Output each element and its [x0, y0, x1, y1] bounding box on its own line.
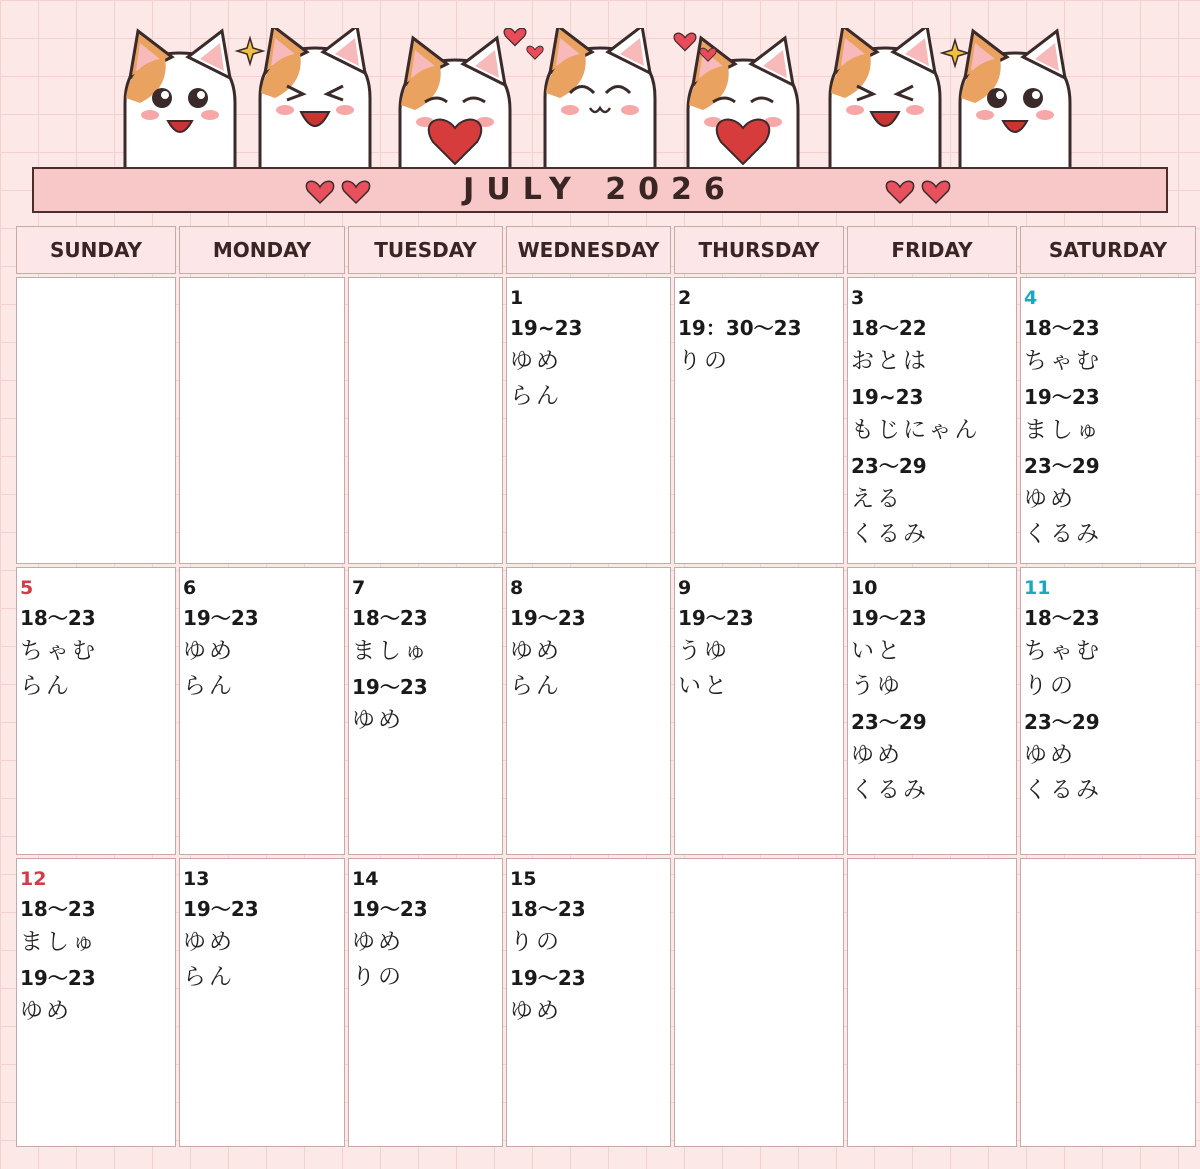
member-name: らん — [183, 964, 235, 990]
sparkle-icon — [942, 40, 968, 66]
sparkle-icon — [237, 38, 263, 64]
day-cell[interactable] — [506, 858, 671, 1147]
time-range: 19〜23 — [510, 966, 586, 990]
day-number: 4 — [1024, 287, 1038, 309]
member-name: くるみ — [851, 521, 929, 547]
time-range: 19〜23 — [352, 675, 428, 699]
member-name: もじにゃん — [851, 417, 981, 443]
schedule-slot — [510, 602, 667, 704]
member-name: ましゅ — [352, 638, 430, 664]
member-name: ゆめ — [352, 929, 404, 955]
cat-icon — [400, 38, 510, 168]
day-number: 11 — [1024, 577, 1051, 599]
member-name: ゆめ — [851, 742, 903, 768]
day-number: 8 — [510, 577, 524, 599]
member-name: くるみ — [1024, 777, 1102, 803]
member-name: らん — [183, 673, 235, 699]
schedule-slot — [851, 602, 1013, 704]
member-name: ましゅ — [1024, 417, 1102, 443]
time-range: 23〜29 — [851, 710, 927, 734]
day-cell[interactable] — [179, 277, 345, 564]
member-name: ゆめ — [510, 348, 562, 374]
cat-icon — [960, 31, 1070, 168]
time-range: 18〜23 — [1024, 606, 1100, 630]
member-name: おとは — [851, 348, 929, 374]
calendar-grid — [16, 226, 1182, 1142]
time-range: 19~23 — [510, 316, 583, 340]
member-name: ゆめ — [1024, 486, 1076, 512]
day-number: 5 — [20, 577, 34, 599]
cat-icon — [545, 28, 655, 168]
day-number: 10 — [851, 577, 878, 599]
cat-icon — [260, 28, 370, 168]
time-range: 19〜23 — [183, 897, 259, 921]
schedule-slot — [851, 312, 1013, 379]
schedule-slot — [510, 962, 667, 1029]
time-range: 19〜23 — [510, 606, 586, 630]
schedule-slot — [1024, 602, 1192, 704]
member-name: ゆめ — [510, 638, 562, 664]
day-cell[interactable] — [506, 567, 671, 855]
time-range: 23〜29 — [1024, 454, 1100, 478]
member-name: りの — [352, 964, 404, 990]
weekday-header: TUESDAY — [348, 226, 503, 274]
member-name: くるみ — [851, 777, 929, 803]
cat-icon — [830, 28, 940, 168]
member-name: ゆめ — [510, 998, 562, 1024]
day-cell[interactable] — [847, 277, 1017, 564]
day-cell[interactable] — [674, 567, 844, 855]
schedule-slot — [1024, 381, 1192, 448]
time-range: 19：30〜23 — [678, 316, 802, 340]
schedule-slot — [510, 893, 667, 960]
member-name: うゆ — [678, 638, 730, 664]
member-name: りの — [678, 348, 730, 374]
cat-icon — [125, 31, 235, 168]
day-cell[interactable] — [674, 277, 844, 564]
day-cell[interactable] — [506, 277, 671, 564]
member-name: くるみ — [1024, 521, 1102, 547]
weekday-header: SUNDAY — [16, 226, 176, 274]
time-range: 18〜23 — [510, 897, 586, 921]
member-name: ましゅ — [20, 929, 98, 955]
member-name: える — [851, 486, 903, 512]
day-number: 12 — [20, 868, 47, 890]
day-cell[interactable] — [16, 277, 176, 564]
time-range: 19〜23 — [20, 966, 96, 990]
member-name: らん — [510, 383, 562, 409]
member-name: いと — [678, 673, 730, 699]
member-name: ゆめ — [1024, 742, 1076, 768]
member-name: ゆめ — [183, 638, 235, 664]
member-name: らん — [510, 673, 562, 699]
day-cell[interactable] — [348, 858, 503, 1147]
weekday-header: THURSDAY — [674, 226, 844, 274]
weekday-header: MONDAY — [179, 226, 345, 274]
time-range: 18〜23 — [1024, 316, 1100, 340]
heart-icon — [674, 33, 696, 50]
schedule-slot — [1024, 312, 1192, 379]
time-range: 18〜22 — [851, 316, 927, 340]
day-cell[interactable] — [16, 567, 176, 855]
day-cell[interactable] — [847, 858, 1017, 1147]
schedule-slot — [20, 602, 172, 704]
schedule-slot — [20, 962, 172, 1029]
member-name: ゆめ — [20, 998, 72, 1024]
schedule-slot — [678, 312, 840, 379]
day-number: 6 — [183, 577, 197, 599]
schedule-slot — [678, 602, 840, 704]
time-range: 19〜23 — [352, 897, 428, 921]
day-number: 15 — [510, 868, 537, 890]
time-range: 23〜29 — [1024, 710, 1100, 734]
schedule-slot — [352, 602, 499, 669]
heart-icon — [527, 46, 543, 59]
member-name: ちゃむ — [20, 638, 98, 664]
schedule-slot — [183, 602, 341, 704]
member-name: ゆめ — [352, 707, 404, 733]
time-range: 18〜23 — [352, 606, 428, 630]
time-range: 19〜23 — [851, 606, 927, 630]
day-number: 14 — [352, 868, 379, 890]
time-range: 18〜23 — [20, 606, 96, 630]
time-range: 18〜23 — [20, 897, 96, 921]
schedule-slot — [20, 893, 172, 960]
cat-illustration-banner — [110, 28, 1090, 168]
weekday-header: SATURDAY — [1020, 226, 1196, 274]
day-cell[interactable] — [1020, 858, 1196, 1147]
time-range: 19〜23 — [678, 606, 754, 630]
schedule-slot — [1024, 450, 1192, 552]
member-name: らん — [20, 673, 72, 699]
schedule-slot — [851, 450, 1013, 552]
day-cell[interactable] — [179, 567, 345, 855]
member-name: りの — [1024, 673, 1076, 699]
schedule-slot — [1024, 706, 1192, 808]
day-cell[interactable] — [348, 567, 503, 855]
day-cell[interactable] — [348, 277, 503, 564]
time-range: 23〜29 — [851, 454, 927, 478]
day-cell[interactable] — [847, 567, 1017, 855]
member-name: ちゃむ — [1024, 348, 1102, 374]
day-number: 3 — [851, 287, 865, 309]
heart-icon — [884, 177, 954, 207]
schedule-slot — [183, 893, 341, 995]
member-name: うゆ — [851, 673, 903, 699]
month-title: JULY 2026 — [463, 172, 737, 207]
time-range: 19〜23 — [1024, 385, 1100, 409]
schedule-slot — [510, 312, 667, 414]
member-name: ちゃむ — [1024, 638, 1102, 664]
weekday-header: FRIDAY — [847, 226, 1017, 274]
schedule-slot — [352, 893, 499, 995]
member-name: ゆめ — [183, 929, 235, 955]
time-range: 19~23 — [851, 385, 924, 409]
day-number: 7 — [352, 577, 366, 599]
day-cell[interactable] — [1020, 567, 1196, 855]
heart-icon — [504, 28, 526, 45]
weekday-header: WEDNESDAY — [506, 226, 671, 274]
day-cell[interactable] — [179, 858, 345, 1147]
day-number: 13 — [183, 868, 210, 890]
day-number: 2 — [678, 287, 692, 309]
member-name: りの — [510, 929, 562, 955]
day-cell[interactable] — [1020, 277, 1196, 564]
day-number: 1 — [510, 287, 524, 309]
day-number: 9 — [678, 577, 692, 599]
day-cell[interactable] — [16, 858, 176, 1147]
member-name: いと — [851, 638, 903, 664]
day-cell[interactable] — [674, 858, 844, 1147]
month-title-bar — [32, 167, 1168, 213]
time-range: 19〜23 — [183, 606, 259, 630]
schedule-slot — [352, 671, 499, 738]
schedule-slot — [851, 381, 1013, 448]
schedule-slot — [851, 706, 1013, 808]
